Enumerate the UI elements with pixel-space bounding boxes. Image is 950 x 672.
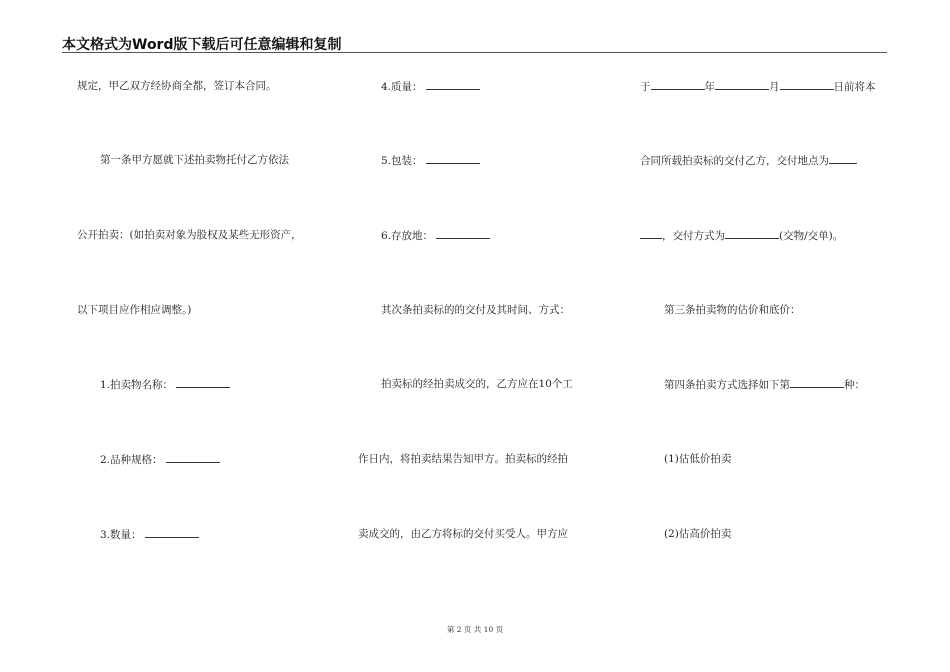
delivery-date-prefix: 于 [640,81,651,93]
item-spec-blank[interactable] [166,452,220,463]
middle-line-4: 其次条拍卖标的的交付及其时间、方式： [381,304,570,316]
middle-line-1 [381,79,480,94]
auction-method-suffix: 种： [844,379,865,391]
left-line-6 [100,452,220,467]
delivery-day-blank[interactable] [780,79,834,90]
right-line-3 [640,228,843,243]
delivery-method-blank[interactable] [725,228,779,239]
left-line-5 [100,377,230,392]
left-line-2: 第一条甲方愿就下述拍卖物托付乙方依法 [100,154,289,166]
item-storage-blank[interactable] [436,228,490,239]
item-storage-label: 6.存放地： [381,230,434,242]
right-line-4: 第三条拍卖物的估价和底价： [664,304,801,316]
right-line-2 [640,153,857,168]
left-line-7 [100,527,199,542]
item-name-label: 1.拍卖物名称： [100,379,174,391]
auction-method-blank[interactable] [790,377,844,388]
middle-line-2 [381,153,480,168]
item-name-blank[interactable] [176,377,230,388]
middle-line-5: 拍卖标的经拍卖成交的，乙方应在10个工 [381,378,573,390]
month-unit: 月 [769,81,780,93]
right-line-5 [664,377,865,392]
auction-method-label: 第四条拍卖方式选择如下第 [664,379,790,391]
delivery-year-blank[interactable] [651,79,705,90]
delivery-method-label: ，交付方式为 [662,230,725,242]
delivery-method-options: (交物/交单)。 [779,230,844,242]
delivery-location-blank-cont[interactable] [640,228,662,239]
left-line-1: 规定，甲乙双方经协商全都，签订本合同。 [77,80,277,92]
item-quality-label: 4.质量： [381,81,423,93]
delivery-location-blank[interactable] [829,153,857,164]
middle-line-3 [381,228,490,243]
delivery-date-suffix: 日前将本 [833,81,876,93]
item-packaging-blank[interactable] [426,153,480,164]
header-divider [62,52,887,53]
page-number-footer: 第 2 页 共 10 页 [446,625,504,634]
item-quantity-blank[interactable] [145,527,199,538]
item-spec-label: 2.品种规格： [100,454,163,466]
left-line-4: 以下项目应作相应调整。) [77,304,192,316]
left-line-3: 公开拍卖：(如拍卖对象为股权及某些无形资产， [77,229,302,241]
right-line-7: (2)估高价拍卖 [664,528,732,540]
item-quality-blank[interactable] [426,79,480,90]
item-packaging-label: 5.包装： [381,155,423,167]
right-line-1 [640,79,876,94]
middle-line-6: 作日内，将拍卖结果告知甲方。拍卖标的经拍 [358,453,568,465]
right-line-6: (1)估低价拍卖 [664,453,732,465]
document-header-title: 本文格式为Word版下载后可任意编辑和复制 [62,37,342,53]
delivery-location-label: 合同所载拍卖标的交付乙方，交付地点为 [640,155,829,167]
middle-line-7: 卖成交的，由乙方将标的交付买受人。甲方应 [358,528,568,540]
year-unit: 年 [704,81,715,93]
delivery-month-blank[interactable] [715,79,769,90]
item-quantity-label: 3.数量： [100,529,142,541]
